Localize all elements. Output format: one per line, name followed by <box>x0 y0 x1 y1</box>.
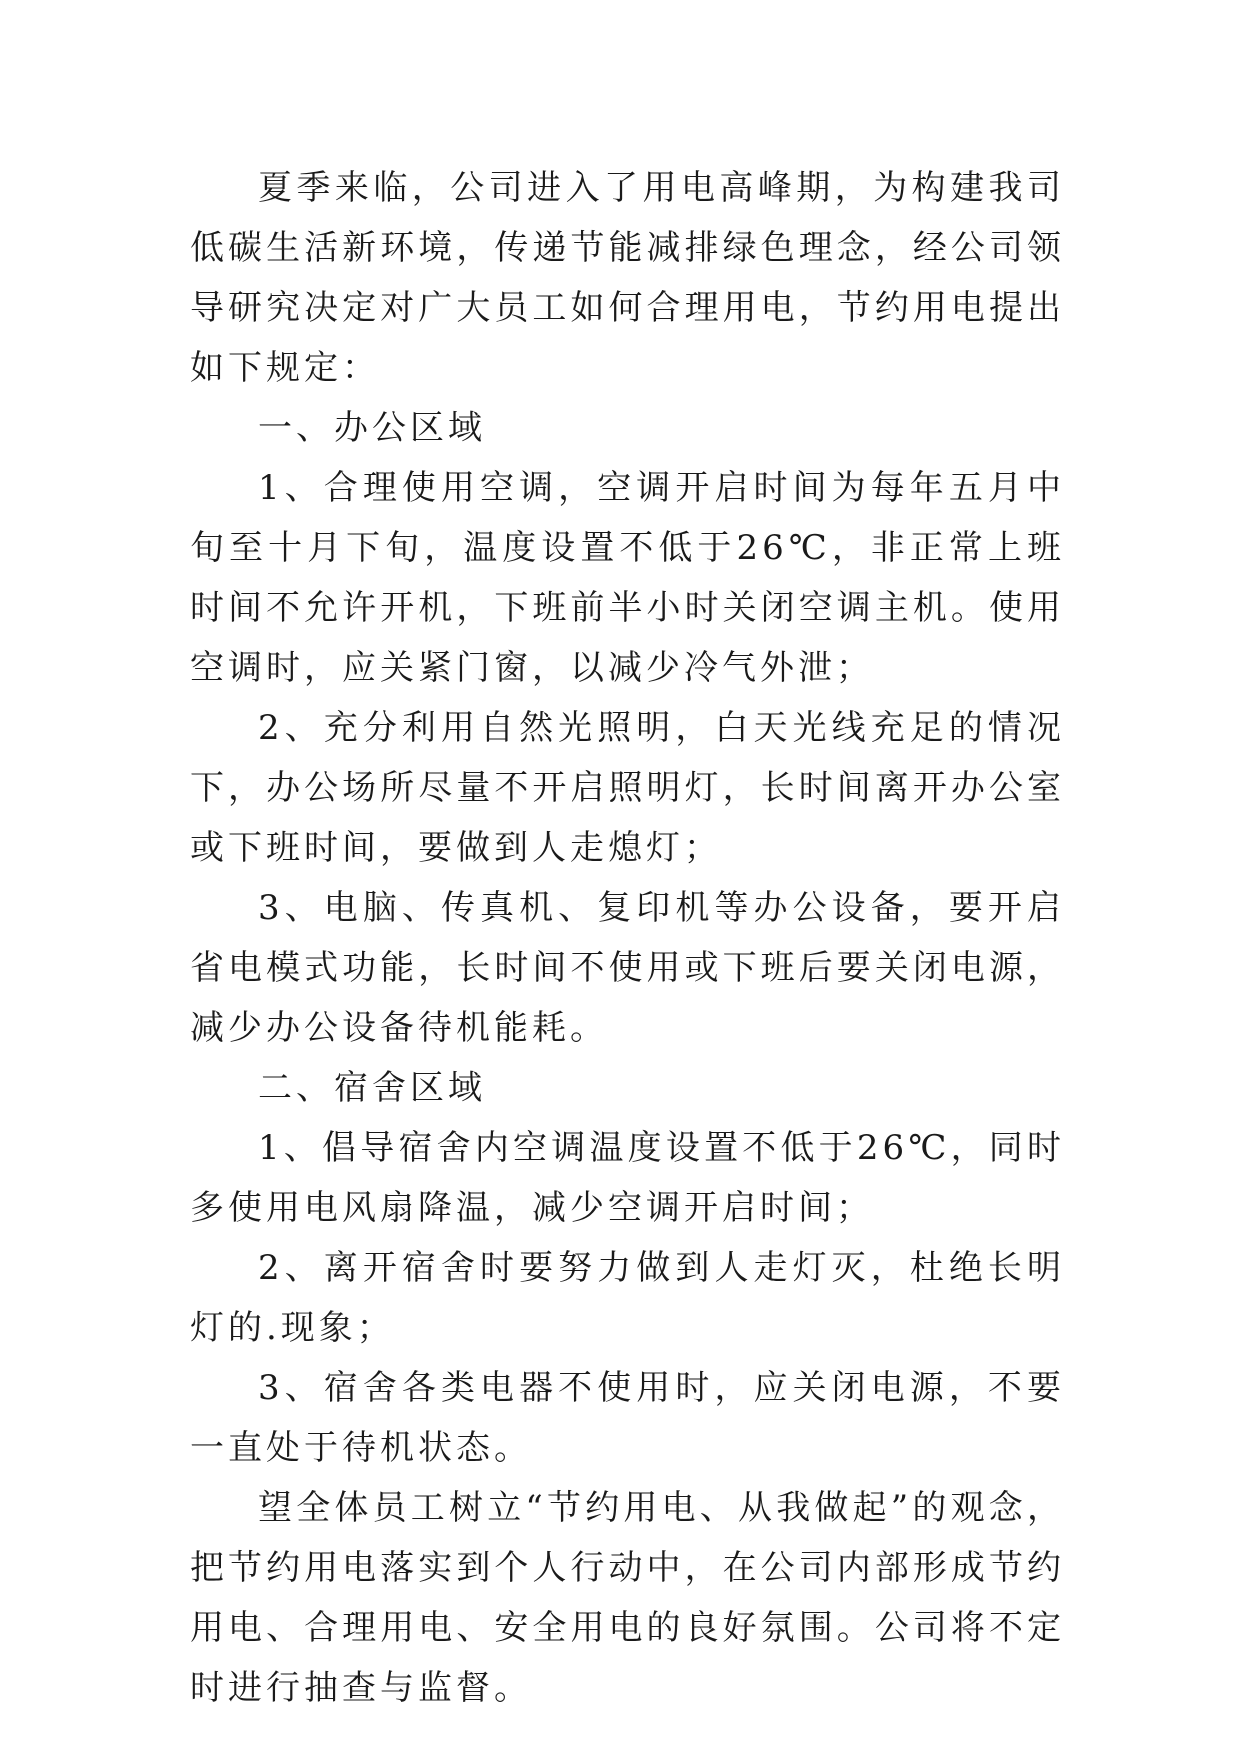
intro-paragraph: 夏季来临，公司进入了用电高峰期，为构建我司低碳生活新环境，传递节能减排绿色理念，经公司领导研究决定对广大员工如何合理用电，节约用电提出如下规定： <box>190 168 1065 388</box>
section-heading-office: 一、办公区域 <box>258 408 486 448</box>
dormitory-rule-3: 3、宿舍各类电器不使用时，应关闭电源，不要一直处于待机状态。 <box>190 1368 1065 1468</box>
section-heading-dormitory: 二、宿舍区域 <box>258 1068 486 1108</box>
document-body <box>190 158 1065 1718</box>
office-rule-1: 1、合理使用空调，空调开启时间为每年五月中旬至十月下旬，温度设置不低于26℃，非正常上班时间不允许开机，下班前半小时关闭空调主机。使用空调时，应关紧门窗，以减少冷气外泄； <box>190 468 1065 688</box>
dormitory-rule-2: 2、离开宿舍时要努力做到人走灯灭，杜绝长明灯的.现象； <box>190 1248 1065 1348</box>
dormitory-rule-1: 1、倡导宿舍内空调温度设置不低于26℃，同时多使用电风扇降温，减少空调开启时间； <box>190 1128 1065 1228</box>
office-rule-3: 3、电脑、传真机、复印机等办公设备，要开启省电模式功能，长时间不使用或下班后要关闭电源，减少办公设备待机能耗。 <box>190 888 1065 1048</box>
office-rule-2: 2、充分利用自然光照明，白天光线充足的情况下，办公场所尽量不开启照明灯，长时间离开办公室或下班时间，要做到人走熄灯； <box>190 708 1065 868</box>
closing-paragraph: 望全体员工树立“节约用电、从我做起”的观念，把节约用电落实到个人行动中，在公司内部形成节约用电、合理用电、安全用电的良好氛围。公司将不定时进行抽查与监督。 <box>190 1488 1065 1708</box>
